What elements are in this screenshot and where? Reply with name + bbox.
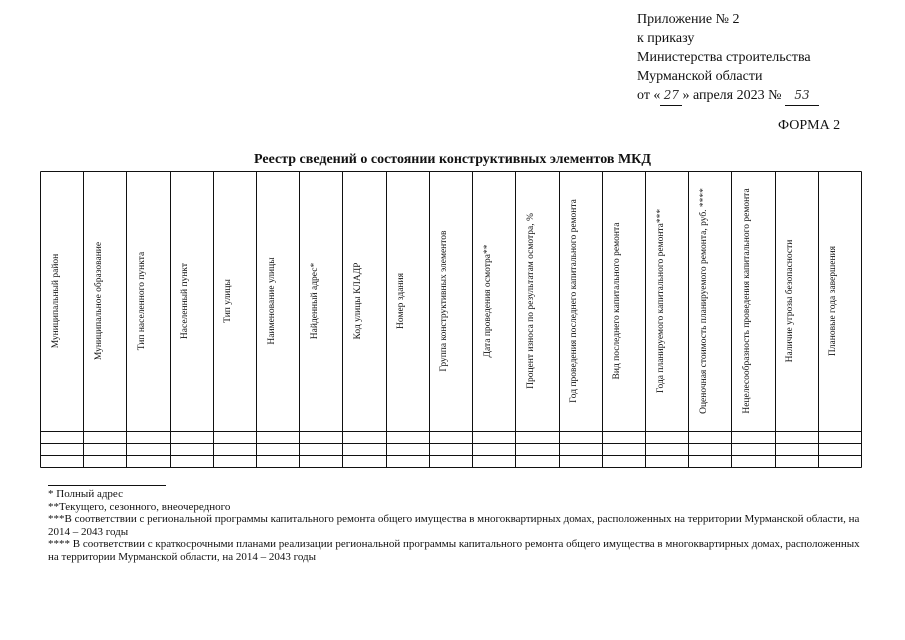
column-header-label: Группа конструктивных элементов [439, 230, 450, 372]
appendix-line-4: Мурманской области [637, 69, 763, 84]
document-title: Реестр сведений о состоянии конструктивных элементов МКД [254, 152, 651, 167]
column-header-label: Номер здания [396, 273, 407, 329]
column-header-label: Муниципальное образование [93, 241, 104, 361]
column-header [40, 171, 83, 431]
column-header [342, 171, 385, 431]
appendix-date-line [637, 86, 819, 106]
column-header-label: Вид последнего капитального ремонта [612, 222, 623, 380]
column-header [256, 171, 299, 431]
footnote-4: **** В соответствии с краткосрочными планами реализации региональной программы капитального ремонта общего имущества в многоквартирных домах, расположенных на территории Мурманской области, на 2014 – 2043 годы [48, 538, 860, 563]
column-header-label: Наличие угрозы безопасности [785, 239, 796, 363]
appendix-line-3: Министерства строительства [637, 50, 811, 65]
column-header-label: Год проведения последнего капитального ремонта [569, 199, 580, 403]
column-header-label: Нецелесообразность проведения капитального ремонта [741, 188, 752, 414]
column-header-label: Тип улицы [223, 279, 234, 323]
column-header [386, 171, 429, 431]
order-number-handwritten: 53 [785, 86, 819, 106]
column-header [213, 171, 256, 431]
column-header-label: Населенный пункт [180, 262, 191, 340]
column-header [126, 171, 169, 431]
appendix-block [637, 10, 819, 106]
appendix-line-2: к приказу [637, 31, 695, 46]
footnote-2: **Текущего, сезонного, внеочередного [48, 500, 231, 513]
registry-table [40, 171, 862, 481]
column-header-label: Процент износа по результатам осмотра, % [525, 213, 536, 389]
form-label: ФОРМА 2 [778, 118, 841, 133]
column-header-label: Плановые года завершения [828, 245, 839, 357]
footnote-1: * Полный адрес [48, 488, 123, 500]
column-header [559, 171, 602, 431]
column-header-label: Найденный адрес* [309, 262, 320, 340]
column-header [170, 171, 213, 431]
date-day-handwritten: 27 [660, 86, 682, 106]
column-header-label: Муниципальный район [50, 253, 61, 349]
column-header [731, 171, 774, 431]
column-header [299, 171, 342, 431]
column-header-label: Наименование улицы [266, 257, 277, 345]
appendix-line-1: Приложение № 2 [637, 12, 740, 27]
column-header [645, 171, 688, 431]
column-header-label: Код улицы КЛАДР [353, 262, 364, 340]
column-header [775, 171, 818, 431]
column-header-label: Дата проведения осмотра** [482, 244, 493, 358]
column-header [688, 171, 731, 431]
column-header [515, 171, 558, 431]
column-header-label: Года планируемого капитального ремонта*** [655, 208, 666, 394]
date-prefix: от « [637, 88, 661, 103]
footnote-3: ***В соответствии с региональной программы капитального ремонта общего имущества в многоквартирных домах, расположенных на территории Мурманской области, на 2014 – 2043 годы [48, 513, 860, 538]
footnotes [48, 488, 868, 563]
column-header [83, 171, 126, 431]
column-header [429, 171, 472, 431]
column-header [602, 171, 645, 431]
column-header [818, 171, 861, 431]
footnote-rule [48, 485, 166, 486]
column-header-label: Тип населенного пункта [137, 251, 147, 351]
column-header-label: Оценочная стоимость планируемого ремонта, руб. **** [698, 188, 709, 414]
date-suffix: » апреля 2023 № [682, 88, 782, 103]
column-header [472, 171, 515, 431]
